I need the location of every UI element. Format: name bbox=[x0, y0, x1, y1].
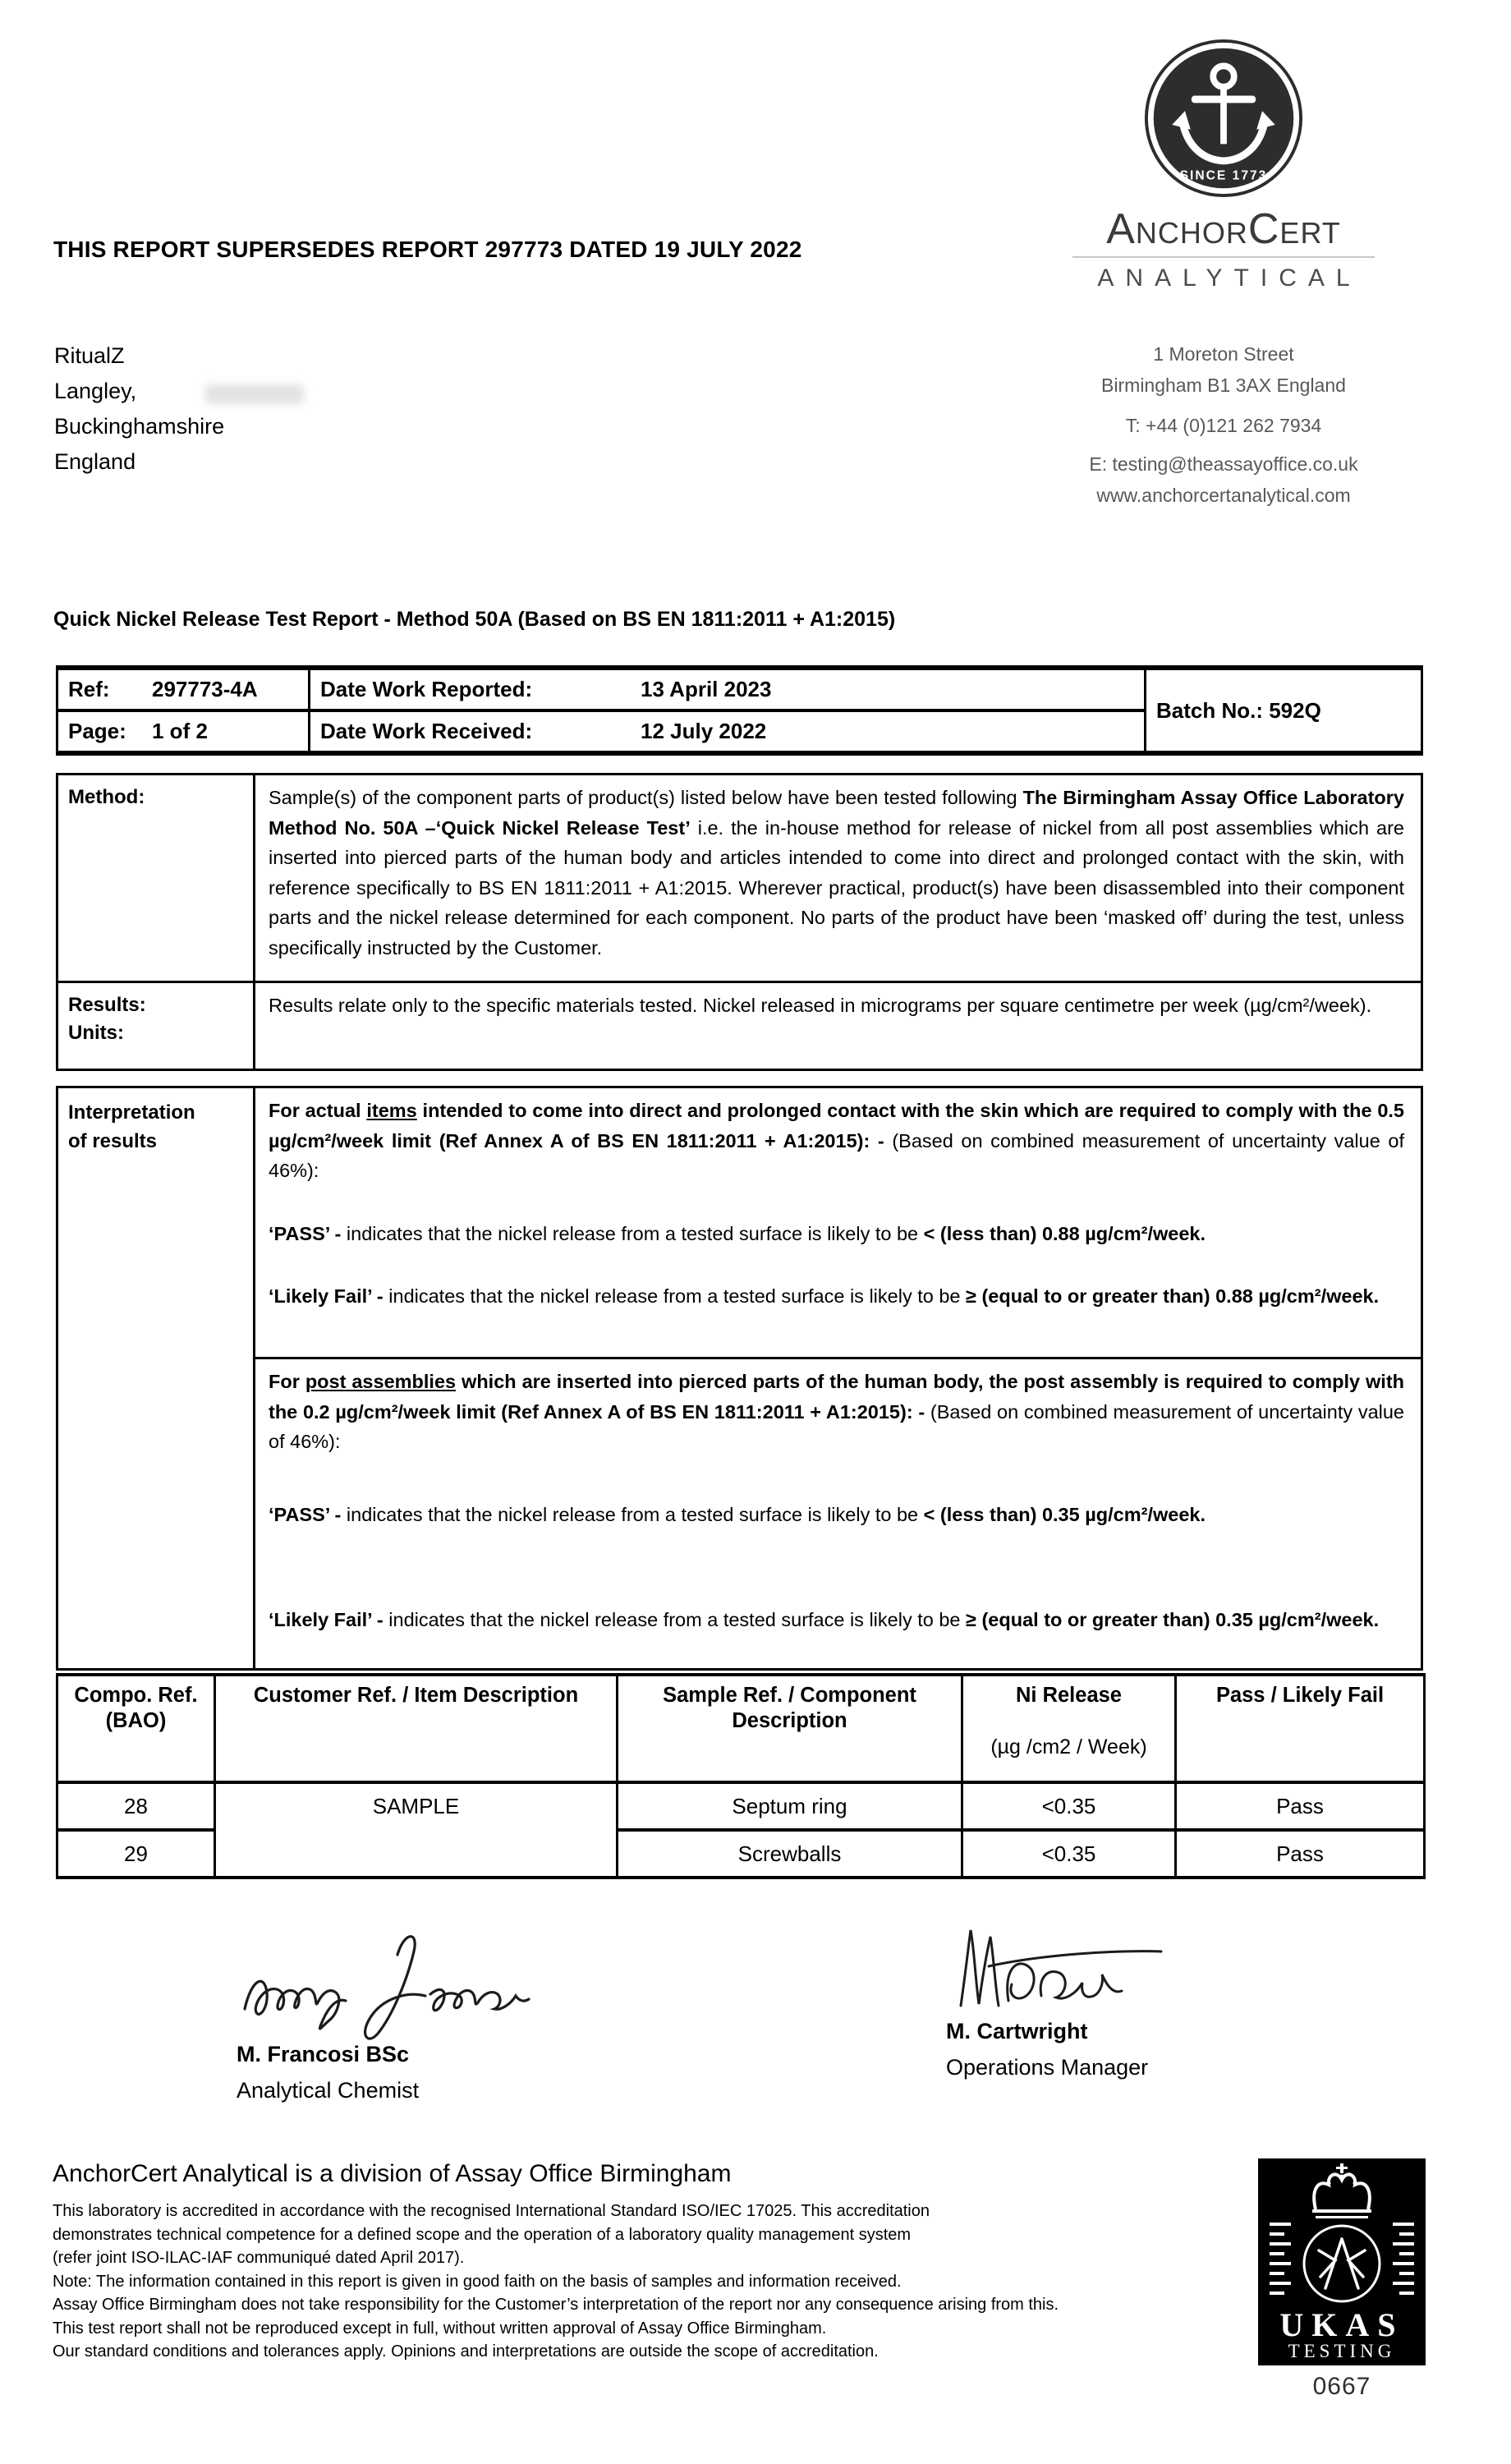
pass-run: ‘PASS’ - bbox=[269, 1222, 347, 1244]
interpretation-items-box bbox=[255, 1088, 1421, 1359]
cell-sample-ref: Screwballs bbox=[618, 1830, 962, 1878]
reference-table bbox=[56, 665, 1423, 756]
ukas-testing-label: TESTING bbox=[1288, 2341, 1396, 2361]
pass-run: ‘PASS’ - bbox=[269, 1503, 347, 1525]
page-label: Page: bbox=[68, 719, 126, 743]
header-compo-ref bbox=[57, 1675, 215, 1782]
header-sample-ref-line1: Sample Ref. / Component bbox=[663, 1684, 916, 1707]
footer-line: Note: The information contained in this report is given in good faith on the basis of samples and information received. bbox=[53, 2272, 902, 2291]
anchor-logo-icon bbox=[1143, 38, 1304, 199]
signatory-name: M. Francosi BSc bbox=[237, 2042, 410, 2066]
contact-address-line2: Birmingham B1 3AX England bbox=[1101, 375, 1346, 396]
cell-pass-fail: Pass bbox=[1176, 1782, 1425, 1830]
items-pass-line bbox=[269, 1219, 1404, 1249]
intro-run: For bbox=[269, 1371, 305, 1392]
intro-run-underline: items bbox=[366, 1100, 417, 1121]
ref-cell bbox=[58, 670, 310, 712]
fail-run: indicates that the nickel release from a tested surface is likely to be bbox=[388, 1285, 967, 1307]
ukas-number: 0667 bbox=[1312, 2373, 1371, 2400]
table-row bbox=[57, 1782, 1425, 1830]
ukas-label: UKAS bbox=[1279, 2306, 1404, 2343]
ukas-accreditation bbox=[1258, 2158, 1426, 2401]
method-text-run: i.e. the in-house method for release of nickel from all post assemblies which are inserted into pierced parts of the human body and articles intended to come into direct and prolonged contact with the skin, with reference specifically to BS EN 1811:2011 + A1:2015. Wherever practical, product(s) have been disassembled into their component parts and the nickel release determined for each component. No parts of the product have been ‘masked off’ during the test, unless specifically instructed by the Customer. bbox=[269, 816, 1404, 958]
items-intro bbox=[269, 1096, 1404, 1186]
header-compo-ref-line2: (BAO) bbox=[105, 1709, 167, 1732]
signatory-name: M. Cartwright bbox=[946, 2019, 1088, 2043]
supersedes-notice: THIS REPORT SUPERSEDES REPORT 297773 DATED 19 JULY 2022 bbox=[53, 237, 802, 262]
contact-phone: T: +44 (0)121 262 7934 bbox=[1125, 415, 1322, 436]
interpretation-post-assemblies-box bbox=[255, 1359, 1421, 1668]
cell-pass-fail: Pass bbox=[1176, 1830, 1425, 1878]
recipient-line: RitualZ bbox=[54, 343, 125, 368]
footer-line: Our standard conditions and tolerances apply. Opinions and interpretations are outside the scope of accreditation. bbox=[53, 2342, 879, 2361]
pass-run: indicates that the nickel release from a tested surface is likely to be bbox=[346, 1222, 924, 1244]
interpretation-label-line1: Interpretation bbox=[68, 1101, 195, 1124]
method-table bbox=[56, 773, 1423, 1071]
recipient-line: England bbox=[54, 449, 136, 474]
results-table bbox=[56, 1673, 1426, 1879]
page-value: 1 of 2 bbox=[152, 719, 208, 743]
redaction-smudge bbox=[205, 384, 304, 404]
fail-run: ≥ (equal to or greater than) 0.88 µg/cm²/week. bbox=[966, 1285, 1380, 1307]
signatory-title: Analytical Chemist bbox=[237, 2078, 420, 2103]
fail-run: ≥ (equal to or greater than) 0.35 µg/cm²/week. bbox=[966, 1609, 1380, 1630]
interpretation-body bbox=[255, 1088, 1421, 1668]
results-units-row bbox=[58, 981, 1421, 1069]
footer-line: This test report shall not be reproduced except in full, without written approval of Assay Office Birmingham. bbox=[53, 2319, 827, 2338]
intro-run: For actual bbox=[269, 1100, 367, 1121]
header-ni-release-title: Ni Release bbox=[1016, 1684, 1122, 1707]
ukas-testing-logo bbox=[1258, 2158, 1426, 2365]
interpretation-label-line2: of results bbox=[68, 1130, 158, 1152]
pass-run: indicates that the nickel release from a tested surface is likely to be bbox=[346, 1503, 924, 1525]
contact-email: E: testing@theassayoffice.co.uk bbox=[1089, 453, 1358, 475]
footer-line: This laboratory is accredited in accordance with the recognised International Standard ISO/IEC 17025. This accreditation bbox=[53, 2202, 930, 2220]
brand-name: AnchorCert bbox=[1106, 205, 1341, 253]
brand-divider bbox=[1072, 256, 1375, 258]
cell-ni-release: <0.35 bbox=[962, 1830, 1176, 1878]
recipient-line: Buckinghamshire bbox=[54, 414, 225, 439]
contact-address-line1: 1 Moreton Street bbox=[1153, 343, 1294, 365]
date-received-value: 12 July 2022 bbox=[641, 719, 767, 743]
pass-run: < (less than) 0.88 µg/cm²/week. bbox=[923, 1222, 1206, 1244]
anchorcert-logo-block bbox=[1033, 38, 1414, 511]
report-title: Quick Nickel Release Test Report - Method 50A (Based on BS EN 1811:2011 + A1:2015) bbox=[53, 608, 896, 631]
fail-run: indicates that the nickel release from a tested surface is likely to be bbox=[388, 1609, 967, 1630]
post-pass-line bbox=[269, 1500, 1404, 1530]
results-units-label bbox=[58, 983, 255, 1069]
date-reported-cell bbox=[310, 670, 1146, 712]
contact-website: www.anchorcertanalytical.com bbox=[1096, 485, 1351, 506]
footer-line: (refer joint ISO-ILAC-IAF communiqué dated April 2017). bbox=[53, 2249, 465, 2267]
date-reported-value: 13 April 2023 bbox=[641, 677, 772, 701]
signatory-title: Operations Manager bbox=[946, 2055, 1149, 2080]
method-text-run: Sample(s) of the component parts of product(s) listed below have been tested following bbox=[269, 787, 1023, 808]
cell-customer-ref: SAMPLE bbox=[215, 1782, 618, 1878]
header-pass-fail: Pass / Likely Fail bbox=[1176, 1675, 1425, 1782]
header-ni-release bbox=[962, 1675, 1176, 1782]
contact-block bbox=[1033, 338, 1414, 511]
units-label: Units: bbox=[68, 1022, 124, 1044]
intro-run: which are inserted into pierced parts of the human body, the post assembly is required to comply with the 0.2 µg/cm²/week limit (Ref Annex A of BS EN 1811:2011 + A1:2015): - bbox=[269, 1371, 1405, 1423]
results-units-text: Results relate only to the specific materials tested. Nickel released in micrograms per square centimetre per week (µg/cm²/week). bbox=[269, 995, 1372, 1016]
cell-ni-release: <0.35 bbox=[962, 1782, 1176, 1830]
header-customer-ref: Customer Ref. / Item Description bbox=[215, 1675, 618, 1782]
post-fail-line bbox=[269, 1605, 1404, 1635]
intro-run: intended to come into direct and prolonged contact with the skin which are required to comply with the 0.5 µg/cm²/week limit (Ref Annex A of BS EN 1811:2011 + A1:2015): - bbox=[269, 1100, 1404, 1152]
signature-analytical-chemist bbox=[237, 1925, 565, 2040]
header-sample-ref bbox=[618, 1675, 962, 1782]
footer-line: demonstrates technical competence for a defined scope and the operation of a laboratory quality management system bbox=[53, 2225, 912, 2244]
footer-heading: AnchorCert Analytical is a division of Assay Office Birmingham bbox=[53, 2160, 732, 2187]
date-received-cell bbox=[310, 712, 1146, 751]
signature-operations-manager bbox=[943, 1919, 1189, 2025]
items-fail-line bbox=[269, 1281, 1404, 1312]
header-sample-ref-line2: Description bbox=[732, 1709, 847, 1732]
batch-number: Batch No.: 592Q bbox=[1156, 697, 1321, 723]
page-cell bbox=[58, 712, 310, 751]
cell-sample-ref: Septum ring bbox=[618, 1782, 962, 1830]
results-label: Results: bbox=[68, 994, 146, 1016]
method-row bbox=[58, 775, 1421, 981]
header-compo-ref-line1: Compo. Ref. bbox=[74, 1684, 198, 1707]
post-intro bbox=[269, 1367, 1404, 1457]
logo-since-text: SINCE 1773 bbox=[1179, 168, 1268, 183]
intro-run: (Based on combined measurement of uncertainty value of 46%): bbox=[269, 1129, 1404, 1181]
brand-subtitle: ANALYTICAL bbox=[1097, 264, 1362, 292]
cell-compo-ref: 28 bbox=[57, 1782, 215, 1830]
interpretation-label bbox=[58, 1088, 255, 1668]
cell-compo-ref: 29 bbox=[57, 1830, 215, 1878]
fail-run: ‘Likely Fail’ - bbox=[269, 1285, 389, 1307]
intro-run-underline: post assemblies bbox=[305, 1371, 457, 1392]
ref-label: Ref: bbox=[68, 677, 110, 701]
fail-run: ‘Likely Fail’ - bbox=[269, 1609, 389, 1630]
recipient-address bbox=[54, 338, 224, 480]
date-reported-label: Date Work Reported: bbox=[320, 677, 533, 701]
method-label: Method: bbox=[58, 775, 255, 981]
pass-run: < (less than) 0.35 µg/cm²/week. bbox=[923, 1503, 1206, 1525]
recipient-line: Langley, bbox=[54, 379, 137, 403]
footer-smallprint bbox=[53, 2200, 1219, 2364]
intro-run: (Based on combined measurement of uncertainty value of 46%): bbox=[269, 1400, 1404, 1452]
header-ni-release-units: (µg /cm2 / Week) bbox=[990, 1735, 1147, 1758]
results-header-row bbox=[57, 1675, 1425, 1782]
date-received-label: Date Work Received: bbox=[320, 719, 533, 743]
method-text-run-bold: The Birmingham Assay Office Laboratory Method No. 50A –‘Quick Nickel Release Test’ bbox=[269, 787, 1404, 839]
ref-value: 297773-4A bbox=[152, 677, 258, 701]
footer-line: Assay Office Birmingham does not take responsibility for the Customer’s interpretation of the report nor any consequence arising from this. bbox=[53, 2296, 1059, 2314]
method-text bbox=[255, 775, 1421, 981]
interpretation-table bbox=[56, 1086, 1423, 1671]
